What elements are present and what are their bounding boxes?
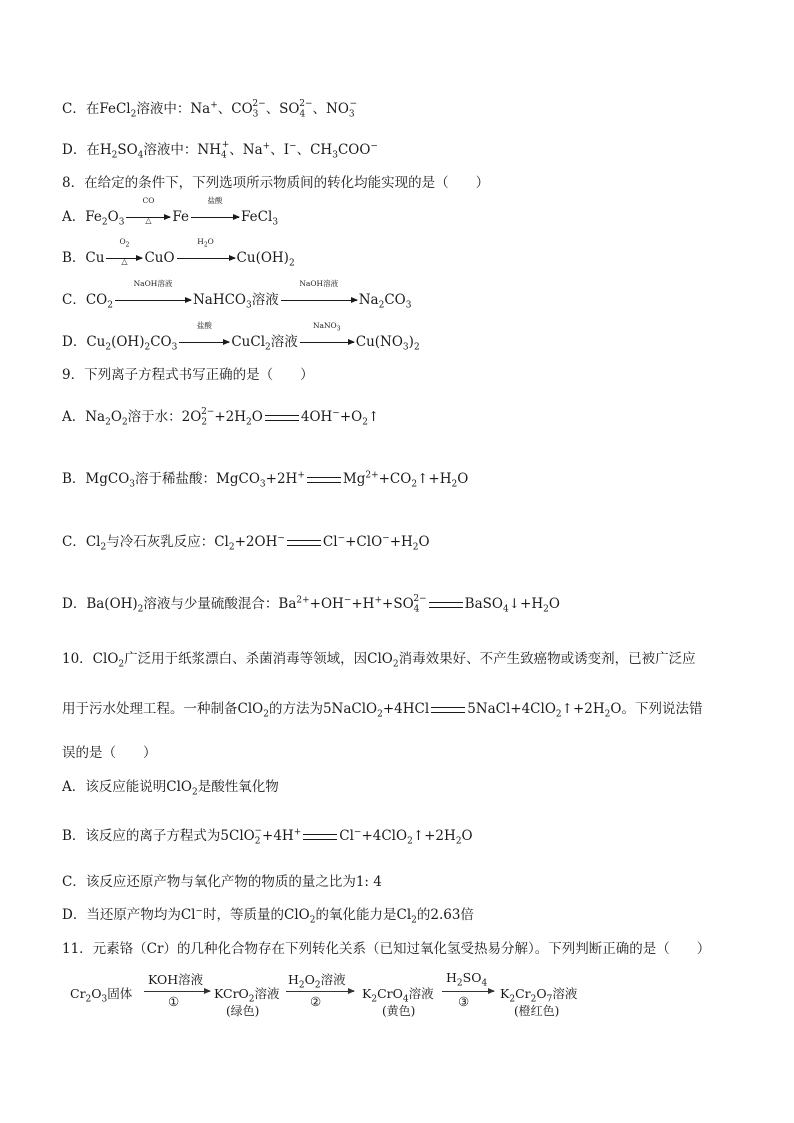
q10-option-c: C．该反应还原产物与氧化产物的物质的量之比为1: 4 [62, 874, 382, 890]
q9-option-d: D．$Ba(OH)_2$溶液与少量硫酸混合：$Ba^{2+}+OH^-+H^++SO_4^{2-}$ $BaSO_4↓+H_2O$ [62, 593, 560, 615]
q9-option-b: B．MgCO$_3$溶于稀盐酸：MgCO$_3$+2H+ $Mg^{2+}+CO_2↑+H_2O$ [62, 470, 469, 490]
q8-stem: 8．在给定的条件下，下列选项所示物质间的转化均能实现的是（ ） [62, 175, 490, 191]
q9-c-label: C．Cl [62, 534, 101, 550]
arrow-hcl: 盐酸 [191, 208, 239, 226]
node-kcro2: KCrO$_2$溶液 [214, 986, 280, 1005]
arrow-2 [286, 991, 354, 992]
q9-c-text: 与冷石灰乳反应： [106, 534, 215, 550]
cr-conversion-scheme [66, 970, 596, 1020]
color-orange-red: (橙红色) [514, 1004, 560, 1018]
q8-option-a: A．$Fe_2O_3$ CO △ Fe 盐酸 FeCl$_3$ [62, 196, 279, 228]
q9-b-text: 溶于稀盐酸： [135, 471, 217, 487]
q9-d-label: D．Ba [62, 596, 105, 612]
q7-d-prefix: D．在H [62, 142, 112, 158]
equals-sign [431, 707, 465, 713]
q7-c-mid: 溶液中：Na [136, 101, 211, 117]
q9-option-a: A．$Na_2O_2$溶于水：$2O_2^{2-}+2H_2O$ $4OH^-+O_2↑$ [62, 406, 380, 428]
q9-a-text: 溶于水： [127, 409, 182, 425]
arrow-1 [144, 991, 210, 992]
color-green: (绿色) [226, 1004, 260, 1018]
step-3: ③ [458, 994, 470, 1009]
arrow-co: CO △ [126, 208, 170, 226]
equals-sign [429, 602, 463, 608]
q11-stem: 11．元素铬（Cr）的几种化合物存在下列转化关系（已知过氧化氢受热易分解）。下列判断正确的是（ ） [62, 941, 711, 957]
reagent-h2so4: $H_2SO_4$ [446, 970, 488, 989]
q8-option-b: B．Cu $O_2$ △ CuO $H_2O$ $Cu(OH)_2$ [62, 237, 295, 269]
arrow-o2: $O_2$ △ [106, 249, 142, 267]
equals-sign [303, 834, 337, 840]
equals-sign [307, 477, 341, 483]
q10-line-3: 误的是（ ） [62, 745, 157, 761]
q9-option-c: C．$Cl_2$与冷石灰乳反应：$Cl_2+2OH^-$ $Cl^-+ClO^-+H_2O$ [62, 533, 430, 553]
step-2: ② [310, 994, 322, 1009]
arrow-3 [442, 991, 494, 992]
q8-option-c: C．$CO_2$ NaOH溶液 NaHCO$_3$溶液 NaOH溶液 $Na_2CO_3$ [62, 279, 412, 311]
q10-line-2: 用于污水处理工程。一种制备ClO$_2$的方法为5NaClO$_2$+4HCl $5NaCl+4ClO_2↑+2H_2O$。下列说法错 [62, 701, 703, 720]
node-k2cr2o7: $K_2Cr_2O_7$溶液 [500, 986, 578, 1005]
q7-c-prefix: C．在FeCl [62, 101, 131, 117]
equals-sign [265, 415, 299, 421]
arrow-hcl-d: 盐酸 [179, 333, 229, 351]
arrow-h2o: $H_2O$ [177, 249, 235, 267]
q8-option-d: D．$Cu_2(OH)_2CO_3$ 盐酸 CuCl$_2$溶液 NaNO$_3$ $Cu(NO_3)_2$ [62, 321, 420, 353]
q10-option-b: B．该反应的离子方程式为5ClO$_2$−+4H+ $Cl^-+4ClO_2↑+2H_2O$ [62, 825, 473, 847]
arrow-naoh-1: NaOH溶液 [115, 291, 191, 309]
q9-stem: 9．下列离子方程式书写正确的是（ ） [62, 367, 314, 383]
node-k2cro4: $K_2CrO_4$溶液 [362, 986, 434, 1005]
node-cr2o3: $Cr_2O_3$固体 [70, 986, 133, 1005]
reagent-koh: KOH溶液 [148, 972, 204, 987]
q9-d-text: 溶液与少量硫酸混合： [143, 596, 279, 612]
reagent-h2o2: $H_2O_2$溶液 [288, 972, 346, 991]
arrow-nano3: NaNO$_3$ [300, 333, 354, 351]
step-1: ① [168, 994, 180, 1009]
arrow-naoh-2: NaOH溶液 [281, 291, 357, 309]
q10-option-d: D．当还原产物均为Cl−时，等质量的ClO$_2$的氧化能力是$Cl_2$的2.63倍 [62, 906, 474, 926]
q7-d-mid: 溶液中：NH [143, 142, 221, 158]
q10-line-1: 10．ClO$_2$广泛用于纸浆漂白、杀菌消毒等领域，因ClO$_2$消毒效果好、不产生致癌物或诱变剂，已被广泛应 [62, 651, 696, 670]
q9-a-label: A．Na [62, 409, 106, 425]
q7-option-d: D．在$H_2SO_4$溶液中：$NH_4^+$、Na+、I−、$CH_3COO^-$ [62, 139, 378, 161]
q7-option-c: C．在FeCl$_2$溶液中：Na+、$CO_3^{2-}$、$SO_4^{2-}$、$NO_3^-$ [62, 98, 358, 120]
q10-option-a: A．该反应能说明ClO$_2$是酸性氧化物 [62, 779, 279, 798]
equals-sign [287, 540, 321, 546]
color-yellow: (黄色) [382, 1004, 416, 1018]
q9-b-label: B．MgCO [62, 471, 130, 487]
